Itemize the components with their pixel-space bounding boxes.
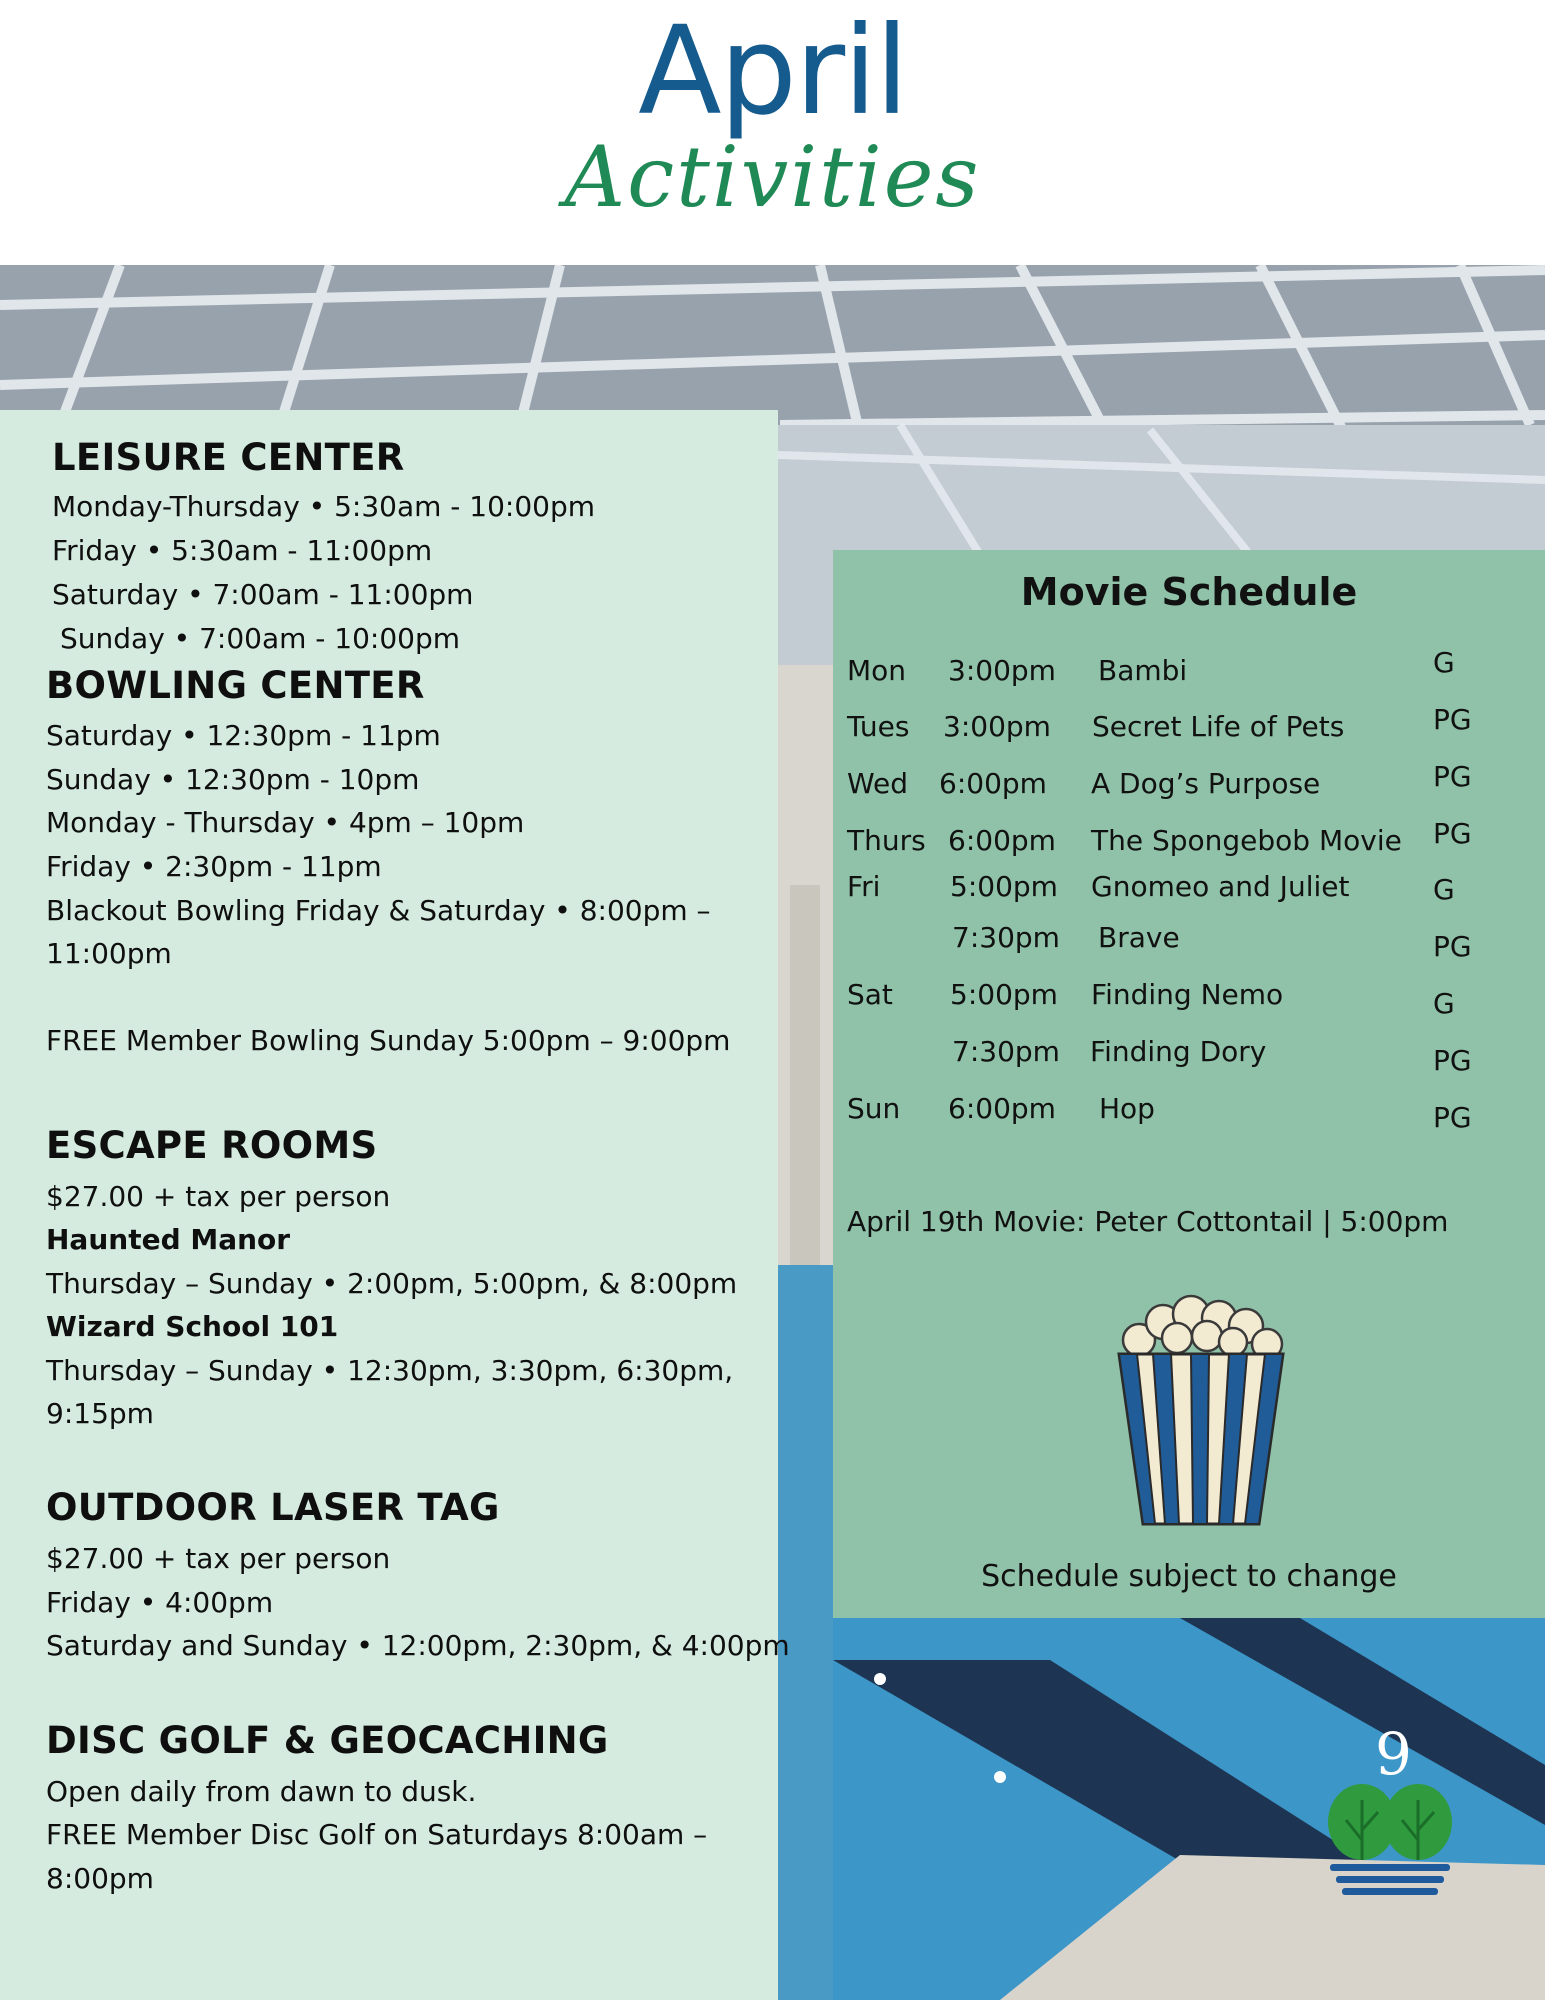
movie-day: Fri xyxy=(847,870,881,903)
bowling-free-member-line: FREE Member Bowling Sunday 5:00pm – 9:00pm xyxy=(46,1024,731,1057)
bowling-hours-line: Monday - Thursday • 4pm – 10pm xyxy=(46,806,525,839)
movie-day: Wed xyxy=(847,767,909,800)
movie-title: Hop xyxy=(1099,1092,1155,1125)
page-number: 9 xyxy=(1375,1720,1412,1788)
movie-title: Finding Nemo xyxy=(1091,978,1284,1011)
leisure-hours-line: Sunday • 7:00am - 10:00pm xyxy=(60,622,461,655)
escape-room-name: Wizard School 101 xyxy=(46,1310,339,1343)
movie-title: The Spongebob Movie xyxy=(1091,824,1402,857)
movie-day: Sat xyxy=(847,978,893,1011)
movie-rating: G xyxy=(1433,987,1455,1020)
movie-time: 3:00pm xyxy=(943,710,1051,743)
special-movie-note: April 19th Movie: Peter Cottontail | 5:00pm xyxy=(847,1205,1449,1238)
bowling-hours-line: Saturday • 12:30pm - 11pm xyxy=(46,719,441,752)
escape-room-times: 9:15pm xyxy=(46,1397,154,1430)
bowling-hours-line: Sunday • 12:30pm - 10pm xyxy=(46,763,420,796)
movie-day: Mon xyxy=(847,654,907,687)
laser-tag-line: $27.00 + tax per person xyxy=(46,1542,391,1575)
bowling-hours-line: Friday • 2:30pm - 11pm xyxy=(46,850,382,883)
movie-rating: PG xyxy=(1433,760,1472,793)
movie-rating: PG xyxy=(1433,930,1472,963)
laser-tag-heading: OUTDOOR LASER TAG xyxy=(46,1486,500,1529)
escape-rooms-heading: ESCAPE ROOMS xyxy=(46,1124,378,1167)
movie-time: 6:00pm xyxy=(948,824,1056,857)
escape-room-name: Haunted Manor xyxy=(46,1223,291,1256)
movie-rating: G xyxy=(1433,873,1455,906)
page-title: April xyxy=(638,0,907,142)
movie-rating: PG xyxy=(1433,1101,1472,1134)
movie-schedule-box xyxy=(833,550,1545,1618)
schedule-disclaimer: Schedule subject to change xyxy=(981,1559,1397,1594)
movie-rating: G xyxy=(1433,646,1455,679)
laser-tag-line: Saturday and Sunday • 12:00pm, 2:30pm, & 4:00pm xyxy=(46,1629,790,1662)
escape-rooms-price: $27.00 + tax per person xyxy=(46,1180,391,1213)
disc-golf-line: 8:00pm xyxy=(46,1862,154,1895)
movie-rating: PG xyxy=(1433,1044,1472,1077)
escape-room-times: Thursday – Sunday • 12:30pm, 3:30pm, 6:30pm, xyxy=(46,1354,734,1387)
leisure-hours-line: Saturday • 7:00am - 11:00pm xyxy=(52,578,474,611)
movie-title: Bambi xyxy=(1098,654,1188,687)
leisure-hours-line: Monday-Thursday • 5:30am - 10:00pm xyxy=(52,490,596,523)
disc-golf-line: FREE Member Disc Golf on Saturdays 8:00am – xyxy=(46,1818,708,1851)
leisure-hours-line: Friday • 5:30am - 11:00pm xyxy=(52,534,433,567)
movie-title: A Dog’s Purpose xyxy=(1091,767,1321,800)
bowling-center-heading: BOWLING CENTER xyxy=(46,664,425,707)
movie-time: 6:00pm xyxy=(939,767,1047,800)
movie-rating: PG xyxy=(1433,703,1472,736)
bowling-hours-line: Blackout Bowling Friday & Saturday • 8:00pm – xyxy=(46,894,711,927)
page-header xyxy=(0,0,1545,265)
movie-time: 7:30pm xyxy=(952,1035,1060,1068)
movie-rating: PG xyxy=(1433,817,1472,850)
laser-tag-line: Friday • 4:00pm xyxy=(46,1586,274,1619)
escape-room-times: Thursday – Sunday • 2:00pm, 5:00pm, & 8:00pm xyxy=(46,1267,738,1300)
popcorn-icon xyxy=(1111,1292,1291,1536)
logo-tree-icon xyxy=(1320,1780,1460,1904)
movie-time: 5:00pm xyxy=(950,870,1058,903)
movie-time: 3:00pm xyxy=(948,654,1056,687)
page-subtitle: Activities xyxy=(564,128,981,226)
movie-day: Thurs xyxy=(847,824,926,857)
movie-time: 7:30pm xyxy=(952,921,1060,954)
bowling-hours-line: 11:00pm xyxy=(46,937,172,970)
movie-title: Finding Dory xyxy=(1090,1035,1267,1068)
movie-title: Gnomeo and Juliet xyxy=(1091,870,1350,903)
disc-golf-line: Open daily from dawn to dusk. xyxy=(46,1775,477,1808)
movie-title: Brave xyxy=(1098,921,1180,954)
disc-golf-heading: DISC GOLF & GEOCACHING xyxy=(46,1719,609,1762)
leisure-center-heading: LEISURE CENTER xyxy=(52,436,405,479)
movie-day: Tues xyxy=(847,710,910,743)
movie-day: Sun xyxy=(847,1092,901,1125)
movie-time: 6:00pm xyxy=(948,1092,1056,1125)
movie-schedule-title: Movie Schedule xyxy=(1020,570,1358,614)
movie-time: 5:00pm xyxy=(950,978,1058,1011)
movie-title: Secret Life of Pets xyxy=(1092,710,1345,743)
